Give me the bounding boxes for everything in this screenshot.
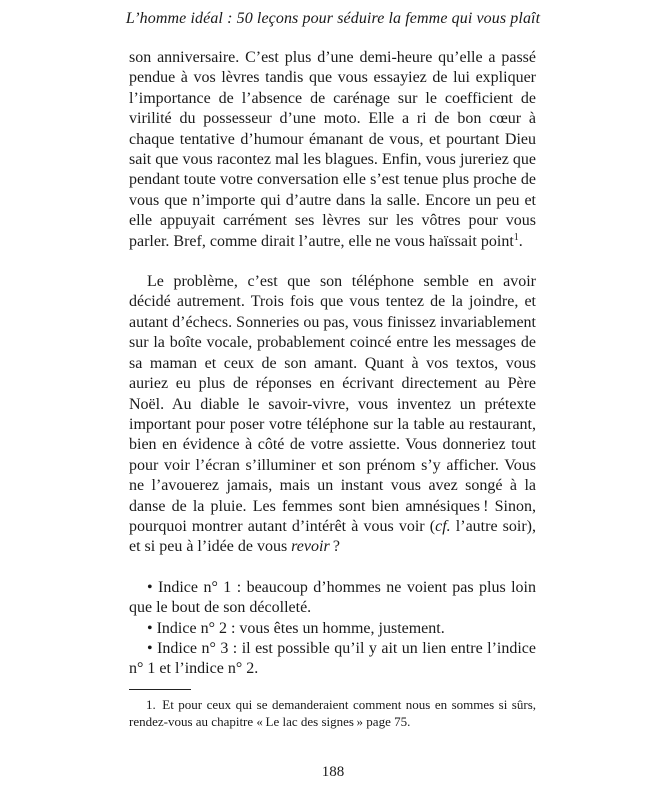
paragraph-spacer — [129, 558, 536, 578]
emphasis-word: revoir — [291, 538, 330, 556]
footnote-separator — [129, 689, 191, 690]
footnote — [129, 696, 536, 730]
hint-item-3: • Indice n° 3 : il est possible qu’il y ait un lien entre l’indice n° 1 et l’indice n° 2. — [129, 639, 536, 678]
paragraph-text: Le problème, c’est que son téléphone semble en avoir décidé autrement. Trois fois que vous tentez de la joindre, et autant d’échecs. Sonneries ou pas, vous finissez invariablement sur la boîte vocale, probablement coincé entre les messages de sa maman et ceux de son amant. Quant à vos textos, vous auriez eu plus de réponses en écrivant directement au Père Noël. Au diable le savoir-vivre, vous inventez un prétexte important pour poser votre téléphone sur la table au restaurant, bien en évidence à côté de votre assiette. Vous donneriez tout pour voir l’écran s’illuminer et son prénom s’y afficher. Vous ne l’avouerez jamais, mais un instant vous avez songé à la danse de la pluie. Les femmes sont bien amnésiques ! Sinon, pourquoi montrer autant d’intérêt à vous voir ( — [129, 273, 536, 535]
paragraph — [129, 272, 536, 558]
paragraph-spacer — [129, 252, 536, 272]
footnote-reference[interactable]: 1 — [513, 231, 519, 243]
footnote-text: 1. Et pour ceux qui se demanderaient comment nous en sommes si sûrs, rendez-vous au chapitre « Le lac des signes » page 75. — [129, 697, 536, 729]
paragraph-continuation — [129, 48, 536, 252]
running-head: L’homme idéal : 50 leçons pour séduire la femme qui vous plaît — [125, 10, 541, 27]
page-number: 188 — [321, 764, 345, 780]
hint-item-2: • Indice n° 2 : vous êtes un homme, justement. — [147, 619, 445, 637]
body-text — [129, 48, 536, 680]
hint-item-1: • Indice n° 1 : beaucoup d’hommes ne voient pas plus loin que le bout de son décolleté. — [129, 578, 536, 617]
paragraph-end: ? — [329, 538, 340, 556]
paragraph-text: son anniversaire. C’est plus d’une demi-heure qu’elle a passé pendue à vos lèvres tandis que vous essayiez de lui expliquer l’importance de l’absence de carénage sur le coefficient de virilité du possesseur d’une moto. Elle a ri de bon cœur à chaque tentative d’humour émanant de vous, et pourtant Dieu sait que vous racontez mal les blagues. Enfin, vous jureriez que pendant toute votre conversation elle s’est tenue plus proche de vous que n’importe qui d’autre dans la salle. Encore un peu et elle appuyait carrément ses lèvres sur les vôtres pour vous parler. Bref, comme dirait l’autre, elle ne vous haïssait point — [129, 49, 536, 250]
paragraph-text: l’autre soir), et si peu à l’idée de vous — [129, 517, 537, 556]
paragraph-end: . — [518, 232, 523, 250]
cf-abbreviation: cf. — [435, 517, 451, 535]
